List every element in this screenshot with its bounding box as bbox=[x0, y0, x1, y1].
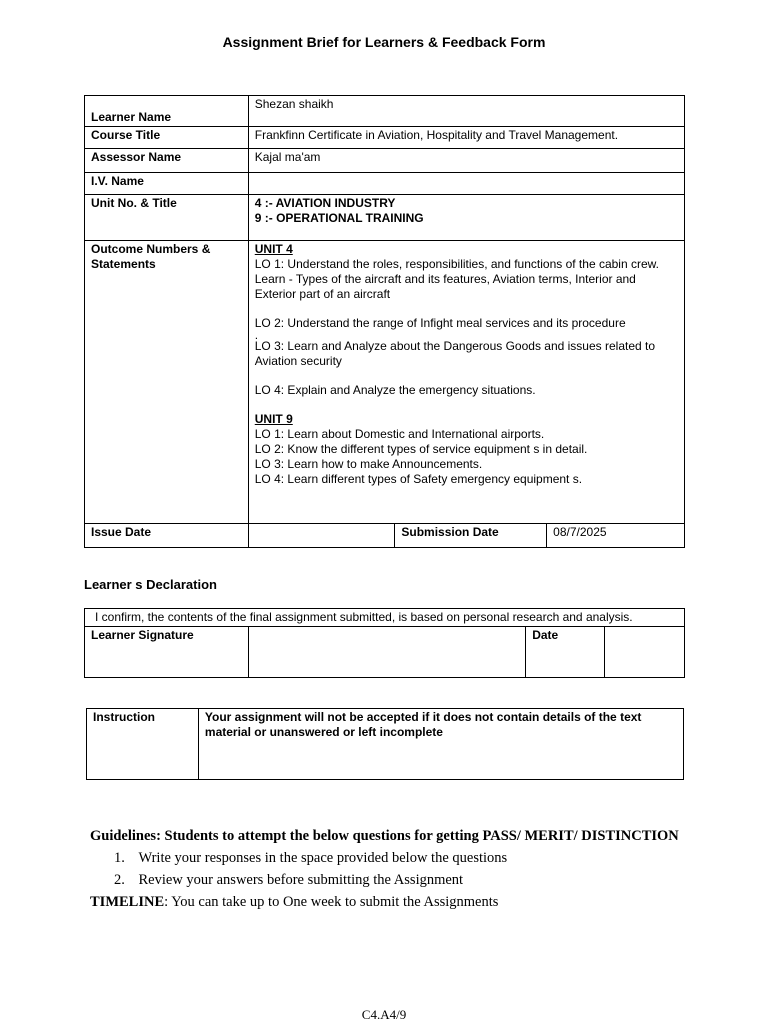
guidelines-heading: Guidelines: Students to attempt the below questions for getting PASS/ MERIT/ DISTINCTION bbox=[90, 828, 679, 844]
issue-date-value bbox=[248, 524, 395, 548]
unit4-heading: UNIT 4 bbox=[254, 242, 293, 256]
submission-date-value: 08/7/2025 bbox=[547, 524, 685, 548]
guidelines-item-text: Write your responses in the space provided below the questions bbox=[138, 850, 508, 866]
lo2-dot: . bbox=[254, 328, 259, 342]
lo2-unit4: LO 2: Understand the range of Infight meal services and its procedure bbox=[254, 316, 626, 330]
issue-date-label: Issue Date bbox=[85, 524, 249, 548]
declaration-date-label: Date bbox=[526, 627, 605, 678]
timeline-label: TIMELINE bbox=[90, 894, 165, 910]
guidelines-item-text: Review your answers before submitting the Assignment bbox=[138, 872, 464, 888]
learner-signature-label: Learner Signature bbox=[85, 627, 249, 678]
guidelines-item-number: 1. bbox=[114, 850, 125, 866]
instruction-label: Instruction bbox=[87, 709, 199, 780]
unit9-heading: UNIT 9 bbox=[254, 412, 293, 426]
unit9-lo2: LO 2: Know the different types of service equipment s in detail. bbox=[254, 442, 588, 456]
learner-signature-field bbox=[248, 627, 525, 678]
course-title-value: Frankfinn Certificate in Aviation, Hospitality and Travel Management. bbox=[248, 127, 684, 149]
outcome-statements bbox=[248, 241, 684, 524]
lo1-unit4: LO 1: Understand the roles, responsibilities, and functions of the cabin crew. Learn - Types of the aircraft and its features, Aviation terms, Interior and Exterior part of an aircraft bbox=[254, 257, 659, 301]
assignment-brief-table bbox=[84, 95, 685, 548]
lo4-unit4: LO 4: Explain and Analyze the emergency situations. bbox=[254, 383, 536, 397]
guidelines-section bbox=[90, 825, 680, 913]
declaration-table bbox=[84, 608, 685, 678]
learner-name-value: Shezan shaikh bbox=[248, 96, 684, 127]
timeline bbox=[90, 891, 680, 913]
instruction-text: Your assignment will not be accepted if it does not contain details of the text material or unanswered or left incomplete bbox=[198, 709, 683, 780]
unit9-lo4: LO 4: Learn different types of Safety emergency equipment s. bbox=[254, 472, 583, 486]
instruction-table bbox=[86, 708, 684, 780]
unit-values bbox=[248, 195, 684, 241]
unit9-lo3: LO 3: Learn how to make Announcements. bbox=[254, 457, 483, 471]
learner-name-label: Learner Name bbox=[85, 96, 249, 127]
declaration-heading: Learner s Declaration bbox=[84, 577, 217, 592]
guidelines-item-number: 2. bbox=[114, 872, 125, 888]
unit-9-title: 9 :- OPERATIONAL TRAINING bbox=[254, 211, 424, 225]
declaration-statement: I confirm, the contents of the final assignment submitted, is based on personal research and analysis. bbox=[85, 609, 685, 627]
unit-label: Unit No. & Title bbox=[85, 195, 249, 241]
unit-4-title: 4 :- AVIATION INDUSTRY bbox=[254, 196, 396, 210]
guidelines-item bbox=[90, 847, 680, 869]
course-title-label: Course Title bbox=[85, 127, 249, 149]
outcome-label-line-1: Outcome Numbers & bbox=[91, 242, 211, 256]
assessor-name-label: Assessor Name bbox=[85, 149, 249, 173]
outcome-label-line-2: Statements bbox=[91, 257, 156, 271]
page-title: Assignment Brief for Learners & Feedback Form bbox=[222, 34, 546, 50]
assessor-name-value: Kajal ma'am bbox=[248, 149, 684, 173]
lo3-unit4: LO 3: Learn and Analyze about the Dangerous Goods and issues related to Aviation security bbox=[254, 339, 656, 368]
declaration-date-field bbox=[605, 627, 685, 678]
timeline-text: : You can take up to One week to submit the Assignments bbox=[164, 894, 499, 910]
unit9-lo1: LO 1: Learn about Domestic and International airports. bbox=[254, 427, 545, 441]
iv-name-value bbox=[248, 173, 684, 195]
submission-date-label: Submission Date bbox=[395, 524, 547, 548]
outcome-label bbox=[85, 241, 249, 524]
page-footer: C4.A4/9 bbox=[361, 1007, 407, 1022]
guidelines-item bbox=[90, 869, 680, 891]
iv-name-label: I.V. Name bbox=[85, 173, 249, 195]
